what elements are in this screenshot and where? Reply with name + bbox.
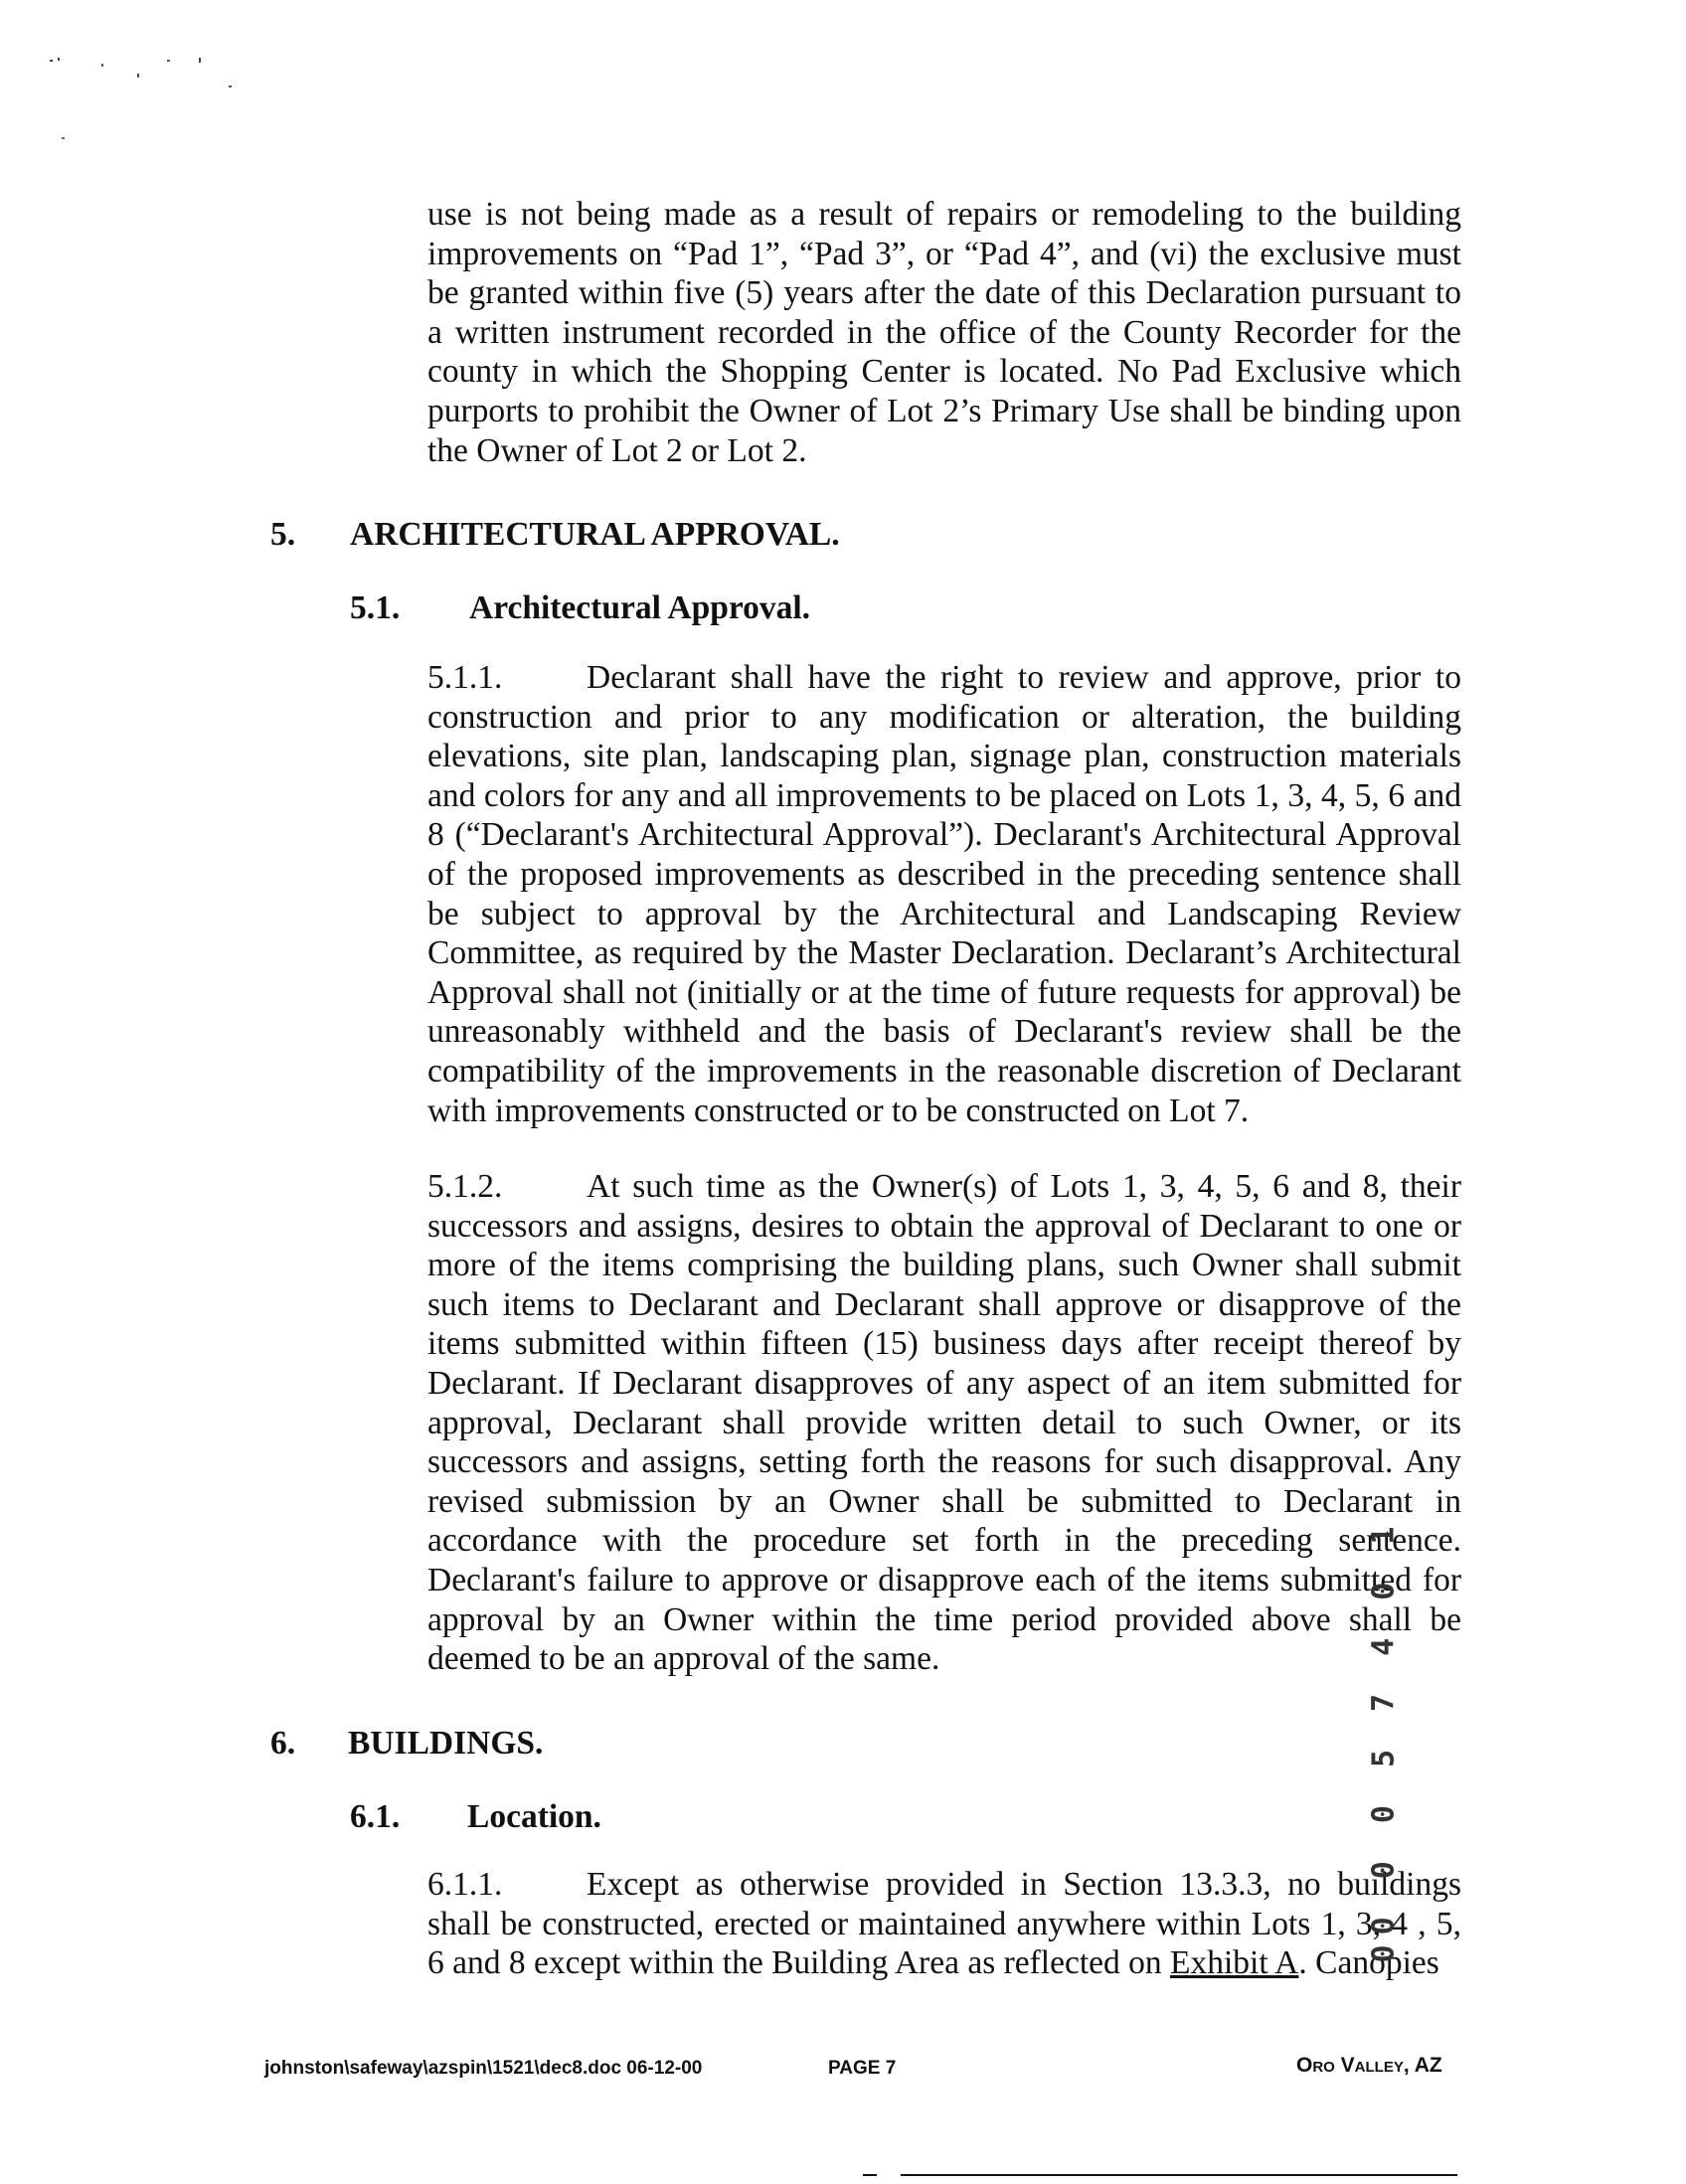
paragraph-6-1-1-text: Except as otherwise provided in Section 13.3.3, no buildings shall be constructed, erected or maintained anywhere within Lots 1, 3, 4 , 5, 6 and 8 except within the Building Area as reflected on bbox=[427, 1866, 1461, 1982]
paragraph-intro: use is not being made as a result of repairs or remodeling to the building improvements on “Pad 1”, “Pad 3”, or “Pad 4”, and (vi) the exclusive must be granted within five (5) years after the date of this Declaration pursuant to a written instrument recorded in the office of the County Recorder for the county in which the Shopping Center is located. No Pad Exclusive which purports to prohibit the Owner of Lot 2’s Primary Use shall be binding upon the Owner of Lot 2 or Lot 2. bbox=[427, 196, 1461, 469]
scan-specks bbox=[40, 50, 258, 159]
section-6-number: 6. bbox=[270, 1725, 296, 1762]
footer-file-path: johnston\safeway\azspin\1521\dec8.doc 06-12-00 bbox=[264, 2058, 703, 2079]
section-5-number: 5. bbox=[270, 516, 296, 553]
section-6-1-title: Location. bbox=[467, 1798, 601, 1835]
paragraph-5-1-1-text: Declarant shall have the right to review and approve, prior to construction and prior to any modification or alteration, the building elevations, site plan, landscaping plan, signage plan, construction materials and colors for any and all improvements to be placed on Lots 1, 3, 4, 5, 6 and 8 (“Declarant's Architectural Approval”). Declarant's Architectural Approval of the proposed improvements as described in the preceding sentence shall be subject to approval by the Architectural and Landscaping Review Committee, as required by the Master Declaration. Declarant’s Architectural Approval shall not (initially or at the time of future requests for approval) be unreasonably withheld and the basis of Declarant's review shall be the compatibility of the improvements in the reasonable discretion of Declarant with improvements constructed or to be constructed on Lot 7. bbox=[427, 659, 1461, 1129]
paragraph-5-1-2-number: 5.1.2. bbox=[427, 1168, 503, 1205]
paragraph-6-1-1-number: 6.1.1. bbox=[427, 1866, 503, 1903]
section-6-1-number: 6.1. bbox=[350, 1798, 401, 1835]
paragraph-5-1-2-text: At such time as the Owner(s) of Lots 1, 3, 4, 5, 6 and 8, their successors and assigns, desires to obtain the approval of Declarant to one or more of the items comprising the building plans, such Owner shall submit such items to Declarant and Declarant shall approve or disapprove of the items submitted within fifteen (15) business days after receipt thereof by Declarant. If Declarant disapproves of any aspect of an item submitted for approval, Declarant shall provide written detail to such Owner, or its successors and assigns, setting forth the reasons for such disapproval. Any revised submission by an Owner shall be submitted to Declarant in accordance with the procedure set forth in the preceding sentence. Declarant's failure to approve or disapprove each of the items submitted for approval by an Owner within the time period provided above shall be deemed to be an approval of the same. bbox=[427, 1168, 1461, 1678]
paragraph-6-1-1-text-end: . Canopies bbox=[1298, 1944, 1439, 1982]
paragraph-5-1-2 bbox=[427, 1167, 1461, 1679]
footer-page-number: PAGE 7 bbox=[828, 2058, 897, 2079]
footer-location: Oro Valley, AZ bbox=[1296, 2054, 1442, 2077]
recording-stamp-text: 00 0 0 5 7 4 0 1 bbox=[1366, 1516, 1402, 1963]
bottom-edge-rule bbox=[901, 2174, 1457, 2176]
recording-stamp bbox=[1364, 1516, 1404, 1963]
bottom-edge-mark bbox=[863, 2174, 877, 2176]
section-5-1-number: 5.1. bbox=[350, 589, 401, 626]
paragraph-5-1-1-number: 5.1.1. bbox=[427, 659, 503, 696]
paragraph-6-1-1 bbox=[427, 1865, 1461, 1983]
section-5-1-title: Architectural Approval. bbox=[469, 589, 811, 626]
section-5-title: ARCHITECTURAL APPROVAL. bbox=[350, 516, 840, 553]
exhibit-a-reference: Exhibit A bbox=[1170, 1944, 1299, 1982]
section-6-title: BUILDINGS. bbox=[348, 1725, 544, 1762]
paragraph-5-1-1 bbox=[427, 658, 1461, 1130]
